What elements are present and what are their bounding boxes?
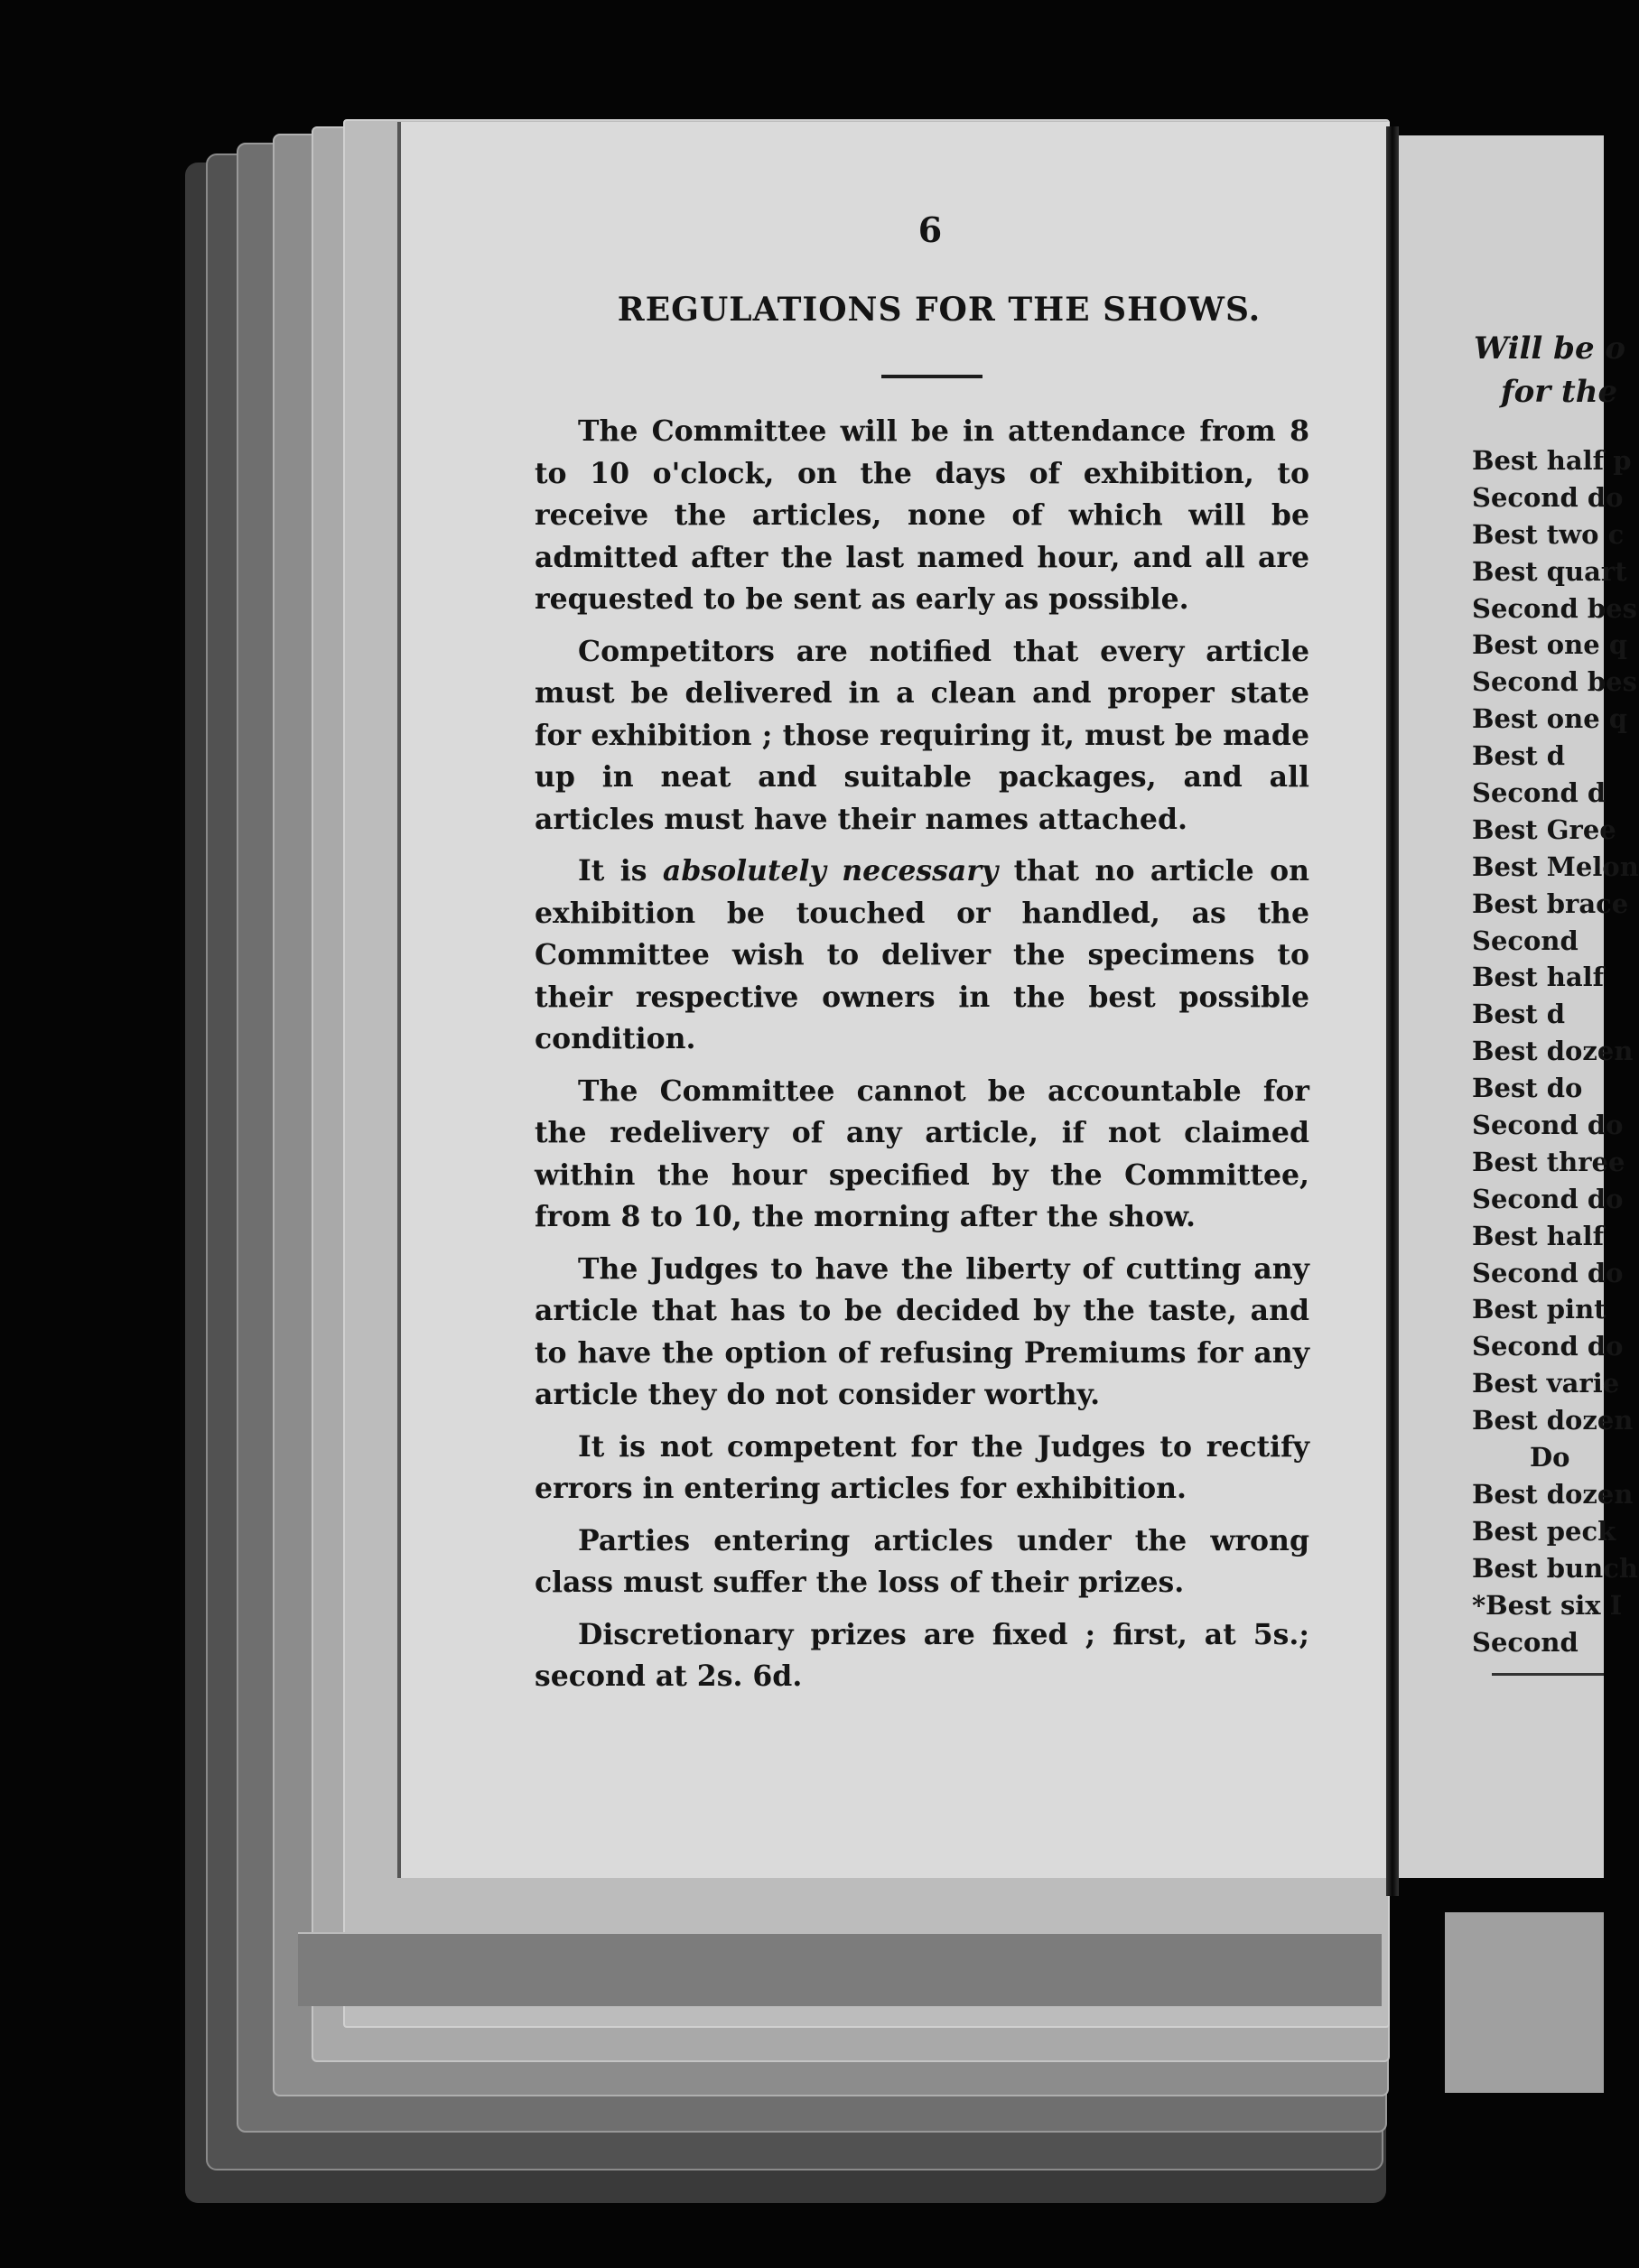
emphasis-text: absolutely necessary: [662, 854, 999, 888]
list-item: Best three: [1472, 1146, 1625, 1177]
list-item: Best varie: [1472, 1368, 1620, 1399]
list-item: Best dozen: [1472, 1478, 1634, 1510]
regulations-body: [535, 411, 1309, 1708]
list-item: Best two c: [1472, 518, 1625, 550]
paragraph-text: It is: [578, 854, 663, 888]
paragraph: It is not competent for the Judges to rectify errors in entering articles for exhibition.: [535, 1429, 1309, 1505]
facing-page-list: [1472, 442, 1639, 1660]
paragraph: Competitors are notified that every article must be delivered in a clean and proper state for exhibition ; those requiring it, must be made up in neat and suitable packages, and all articles must have their names attached.: [535, 634, 1309, 836]
book-bottom-edge: [298, 1932, 1382, 2006]
paragraph-text: that no article on exhibition be touched or handled, as the Committee wish to deliver the specimens to their respective owners in the best possible condition.: [535, 854, 1309, 1055]
page-number: 6: [917, 209, 943, 250]
paragraph: The Committee will be in attendance from 8 to 10 o'clock, on the days of exhibition, to receive the articles, none of which will be admitted after the last named hour, and all are requested to be sent as early as possible.: [535, 414, 1309, 616]
paragraph: The Judges to have the liberty of cutting any article that has to be decided by the taste, and to have the option of refusing Premiums for any article they do not consider worthy.: [535, 1251, 1309, 1411]
list-item: Best half: [1472, 1220, 1605, 1251]
paragraph: The Committee cannot be accountable for the redelivery of any article, if not claimed within the hour specified by the Committee, from 8 to 10, the morning after the show.: [535, 1074, 1309, 1233]
list-item: Best do: [1472, 1073, 1583, 1104]
list-item: Best Gree: [1472, 813, 1616, 845]
list-item: Best bunch: [1472, 1552, 1638, 1584]
list-item: Second bes: [1472, 666, 1637, 698]
facing-title-line: for the: [1501, 374, 1618, 410]
paragraph: Parties entering articles under the wrong class must suffer the loss of their prizes.: [535, 1523, 1309, 1599]
right-page-lower-edge: [1445, 1912, 1604, 2093]
list-item: Second do: [1472, 1257, 1624, 1288]
list-item: Second do: [1472, 481, 1624, 513]
facing-page-rule: [1492, 1673, 1604, 1676]
list-item: Best quart: [1472, 555, 1627, 587]
list-item: Best Melon: [1472, 850, 1639, 882]
list-item: Best dozen: [1472, 1405, 1634, 1436]
list-item: Second bes: [1472, 592, 1637, 624]
paragraph: [535, 850, 1309, 1061]
list-item: Best pint: [1472, 1294, 1606, 1325]
list-item: Best dozen: [1472, 1036, 1634, 1067]
list-item: Best one q: [1472, 629, 1628, 661]
list-item: Best d: [1472, 740, 1566, 772]
book-gutter: [1386, 126, 1399, 1896]
list-item: Second: [1472, 925, 1578, 956]
list-item: Best peck: [1472, 1515, 1616, 1547]
list-item: Second do: [1472, 1110, 1624, 1141]
list-item: Best half p: [1472, 445, 1632, 476]
list-item: Second do: [1472, 1183, 1624, 1214]
list-item: *Best six I: [1472, 1589, 1623, 1621]
list-item: Do: [1530, 1442, 1570, 1473]
list-item: Second: [1472, 1626, 1578, 1658]
paragraph: Discretionary prizes are fixed ; first, at 5s.; second at 2s. 6d.: [535, 1617, 1309, 1693]
list-item: Best half: [1472, 962, 1605, 993]
list-item: Second d: [1472, 777, 1606, 809]
facing-page-title: [1474, 327, 1625, 414]
page-heading: REGULATIONS FOR THE SHOWS.: [617, 291, 1262, 329]
list-item: Best brace: [1472, 888, 1629, 919]
heading-rule: [881, 375, 982, 378]
list-item: Best one q: [1472, 703, 1628, 735]
list-item: Best d: [1472, 999, 1566, 1030]
list-item: Second do: [1472, 1331, 1624, 1362]
facing-title-line: Will be o: [1474, 330, 1626, 367]
